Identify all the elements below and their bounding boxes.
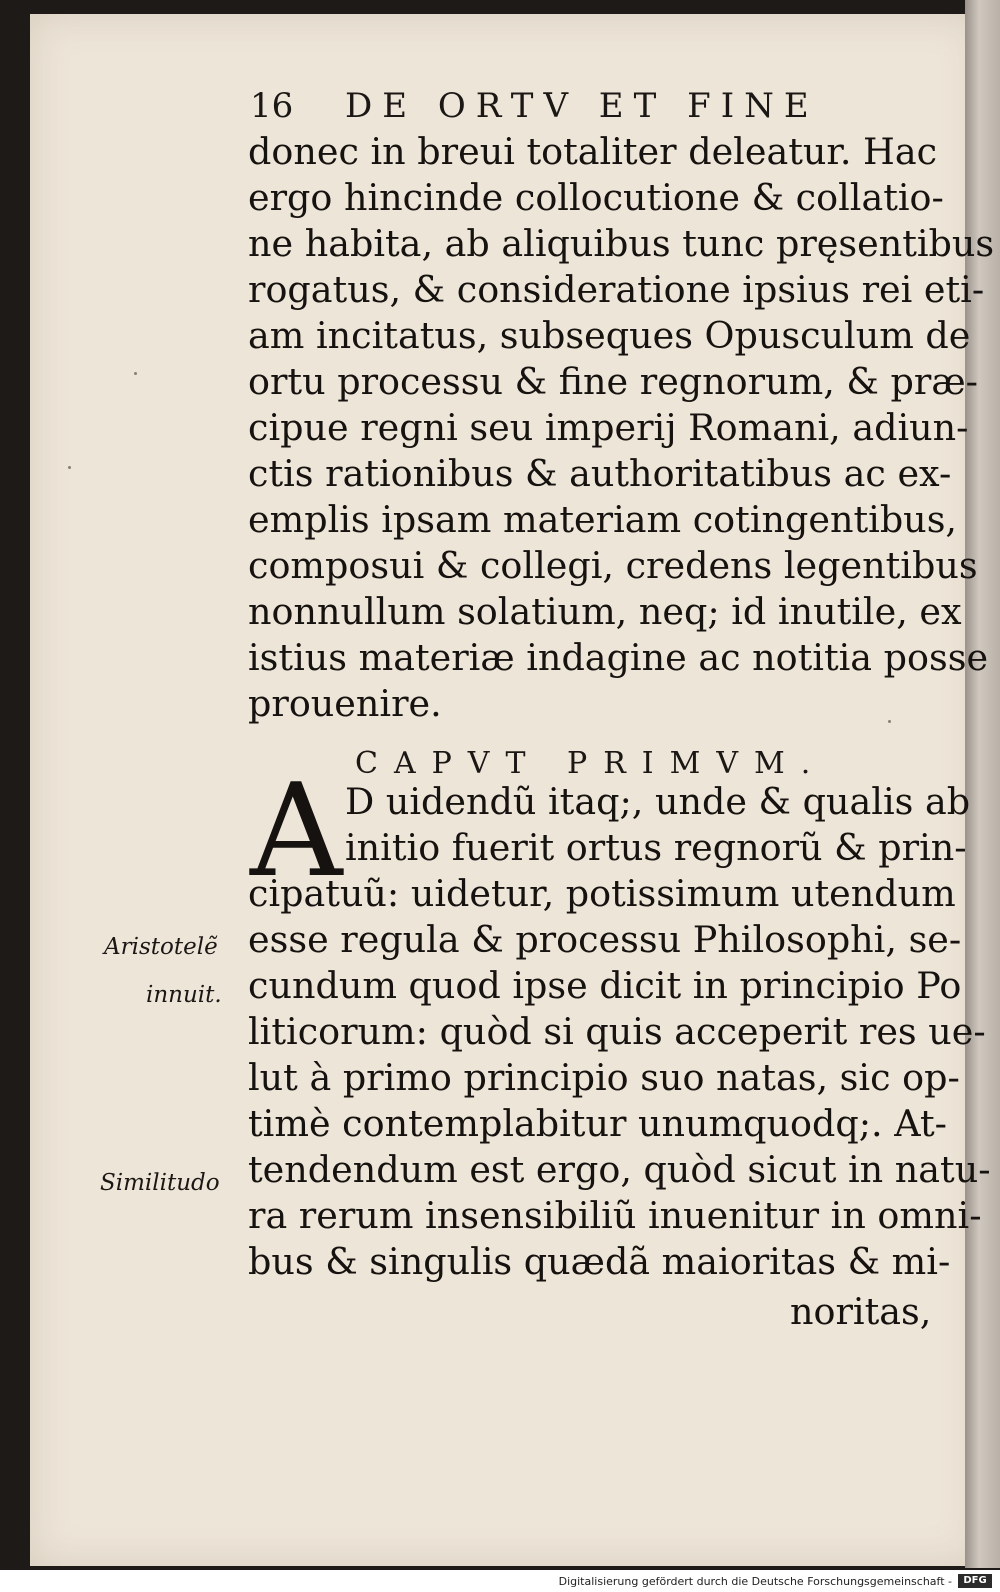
marginal-note-aristotle: Aristotelẽ — [104, 934, 218, 960]
body-line: rogatus, & consideratione ipsius rei eti- — [248, 268, 985, 311]
chapter-line: esse regula & processu Philosophi, se- — [248, 918, 962, 961]
chapter-line: D uidendũ itaq;, unde & qualis ab — [345, 780, 971, 823]
chapter-line: initio fuerit ortus regnorũ & prin- — [345, 826, 967, 869]
marginal-note-innuit: innuit. — [146, 982, 222, 1008]
running-header — [250, 86, 870, 130]
body-line: emplis ipsam materiam cotingentibus, — [248, 498, 958, 541]
chapter-line: cundum quod ipse dicit in principio Po — [248, 964, 962, 1007]
chapter-line: ra rerum insensibiliũ inuenitur in omni- — [248, 1194, 982, 1237]
body-line: donec in breui totaliter deleatur. Hac — [248, 130, 938, 173]
body-line: prouenire. — [248, 682, 442, 725]
chapter-line: lut à primo principio suo natas, sic op- — [248, 1056, 960, 1099]
body-line: cipue regni seu imperij Romani, adiun- — [248, 406, 969, 449]
running-title: DE ORTV ET FINE — [345, 86, 819, 126]
chapter-line: noritas, — [790, 1290, 932, 1333]
chapter-line: tendendum est ergo, quòd sicut in natu- — [248, 1148, 991, 1191]
chapter-line: liticorum: quòd si quis acceperit res ue- — [248, 1010, 986, 1053]
chapter-line: cipatuũ: uidetur, potissimum utendum — [248, 872, 956, 915]
dfg-logo-icon: DFG — [958, 1574, 992, 1588]
body-line: ctis rationibus & authoritatibus ac ex- — [248, 452, 952, 495]
body-line: istius materiæ indagine ac notitia posse — [248, 636, 989, 679]
body-line: ortu processu & fine regnorum, & præ- — [248, 360, 978, 403]
body-line: am incitatus, subseques Opusculum de — [248, 314, 971, 357]
drop-cap: A — [250, 757, 343, 906]
chapter-line: timè contemplabitur unumquodq;. At- — [248, 1102, 947, 1145]
footer-credit: Digitalisierung gefördert durch die Deutsche Forschungsgemeinschaft - — [558, 1575, 952, 1588]
body-line: ergo hincinde collocutione & collatio- — [248, 176, 944, 219]
page-number: 16 — [250, 86, 294, 126]
chapter-heading: CAPVT PRIMVM. — [355, 746, 827, 781]
paper-speck — [888, 720, 891, 723]
chapter-line: bus & singulis quædã maioritas & mi- — [248, 1240, 951, 1283]
marginal-note-similitudo: Similitudo — [100, 1170, 220, 1196]
body-line: composui & collegi, credens legentibus — [248, 544, 978, 587]
paper-speck — [68, 466, 71, 469]
paper-speck — [134, 372, 137, 375]
body-line: nonnullum solatium, neq; id inutile, ex — [248, 590, 962, 633]
body-line: ne habita, ab aliquibus tunc pręsentibus — [248, 222, 995, 265]
